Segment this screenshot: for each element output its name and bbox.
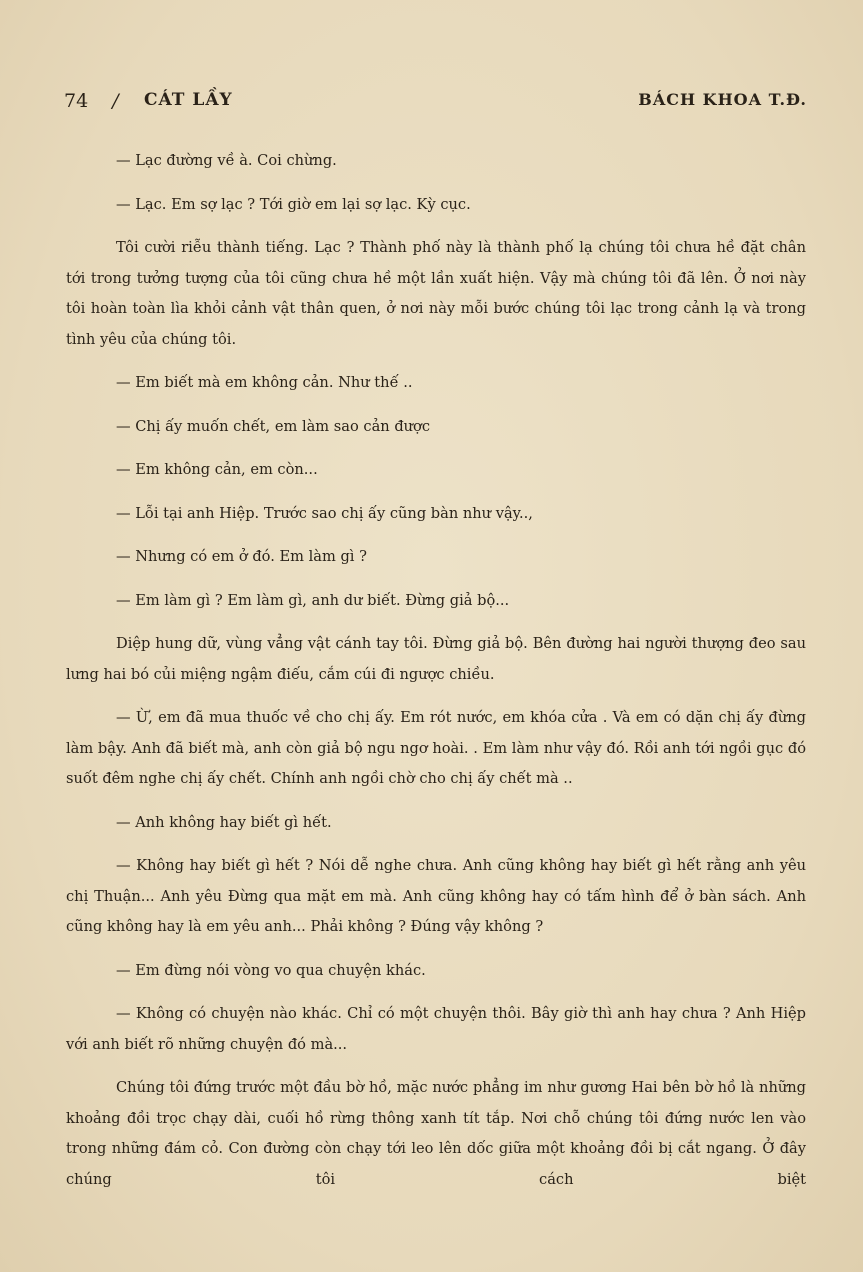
journal-name: BÁCH KHOA T.Đ.	[638, 90, 807, 109]
header-separator: /	[112, 90, 119, 112]
dialogue-line: — Anh không hay biết gì hết.	[116, 813, 332, 831]
dialogue-line: — Lạc. Em sợ lạc ? Tới giờ em lại sợ lạc. Kỳ cục.	[116, 195, 471, 213]
dialogue-line: — Em biết mà em không cản. Như thế ..	[116, 374, 413, 391]
dialogue-paragraph: — Không hay biết gì hết ? Nói dễ nghe chưa. Anh cũng không hay biết gì hết rằng anh yêu chị Thuận... Anh yêu Đừng qua mặt em mà. Anh cũng không hay có tấm hình để ở bàn sách. Anh cũng không hay là em yêu anh... Phải không ? Đúng vậy không ?	[66, 857, 806, 935]
dialogue-line: — Em đừng nói vòng vo qua chuyện khác.	[116, 961, 426, 979]
dialogue-line: — Chị ấy muốn chết, em làm sao cản được	[116, 417, 431, 435]
page-header	[64, 90, 807, 120]
page-number: 74	[64, 90, 89, 112]
dialogue-line: — Lạc đường về à. Coi chừng.	[116, 152, 337, 169]
dialogue-paragraph: — Không có chuyện nào khác. Chỉ có một chuyện thôi. Bây giờ thì anh hay chưa ? Anh Hiệp với anh biết rõ những chuyện đó mà...	[66, 1005, 806, 1053]
narration-paragraph: Chúng tôi đứng trước một đầu bờ hồ, mặc nước phẳng im như gương Hai bên bờ hồ là những khoảng đồi trọc chạy dài, cuối hồ rừng thông xanh tít tắp. Nơi chỗ chúng tôi đứng nước len vào trong những đám cỏ. Con đường còn chạy tới leo lên dốc giữa một khoảng đồi bị cắt ngang. Ở đây chúng tôi cách biệt	[66, 1079, 806, 1188]
dialogue-line: — Em làm gì ? Em làm gì, anh dư biết. Đừng giả bộ...	[116, 591, 510, 609]
running-title: CÁT LẦY	[144, 90, 233, 110]
narration-paragraph: Tôi cười riễu thành tiếng. Lạc ? Thành phố này là thành phố lạ chúng tôi chưa hề đặt chân tới trong tưởng tượng của tôi cũng chưa hề một lần xuất hiện. Vậy mà chúng tôi đã lên. Ở nơi này tôi hoàn toàn lìa khỏi cảnh vật thân quen, ở nơi này mỗi bước chúng tôi lạc trong cảnh lạ và trong tình yêu của chúng tôi.	[66, 239, 806, 348]
dialogue-line: — Nhưng có em ở đó. Em làm gì ?	[116, 548, 367, 565]
narration-paragraph: Diệp hung dữ, vùng vẳng vật cánh tay tôi. Đừng giả bộ. Bên đường hai người thượng đeo sau lưng hai bó củi miệng ngậm điếu, cắm cúi đi ngược chiều.	[66, 635, 806, 683]
body-text	[66, 146, 806, 1208]
dialogue-line: — Em không cản, em còn...	[116, 461, 318, 478]
dialogue-paragraph: — Ừ, em đã mua thuốc về cho chị ấy. Em rót nước, em khóa cửa . Và em có dặn chị ấy đừng làm bậy. Anh đã biết mà, anh còn giả bộ ngu ngơ hoài. . Em làm như vậy đó. Rồi anh tới ngồi gục đó suốt đêm nghe chị ấy chết. Chính anh ngồi chờ cho chị ấy chết mà ..	[66, 709, 806, 787]
dialogue-line: — Lỗi tại anh Hiệp. Trước sao chị ấy cũng bàn như vậy..,	[116, 504, 533, 522]
